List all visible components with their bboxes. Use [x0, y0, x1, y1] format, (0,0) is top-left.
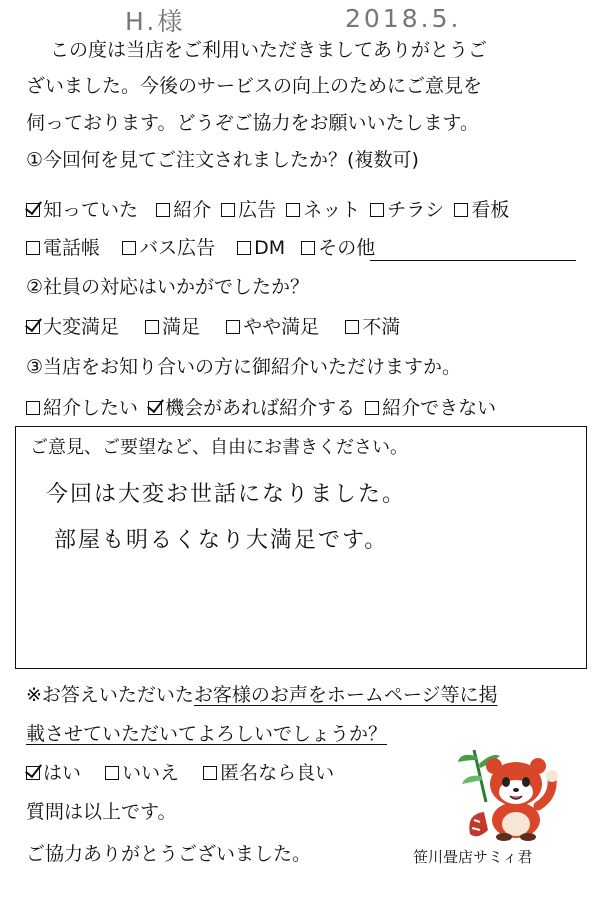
checkbox-checked-icon[interactable] — [26, 320, 40, 334]
question-1: ①今回何を見てご注文されましたか？(複数可) — [26, 149, 419, 171]
q3-options — [26, 396, 500, 421]
comment-box[interactable] — [15, 426, 587, 669]
q1-options-row-2 — [26, 236, 379, 261]
q1-option-sign[interactable]: 看板 — [454, 198, 509, 222]
question-2: ②社員の対応はいかがでしたか？ — [26, 276, 310, 298]
consent-line-1: ※お答えいただいたお客様のお声をホームページ等に掲 — [26, 684, 498, 706]
checkbox-icon[interactable] — [203, 766, 217, 780]
survey-date: 2018.5. — [345, 4, 462, 33]
intro-line-3: 伺っております。どうぞご協力をお願いいたします。 — [26, 112, 479, 134]
q1-option-net[interactable]: ネット — [286, 198, 360, 222]
intro-line-2: ざいました。今後のサービスの向上のためにご意見を — [26, 75, 483, 97]
checkbox-checked-icon[interactable] — [26, 203, 40, 217]
closing-line-2: ご協力ありがとうございました。 — [26, 843, 312, 865]
checkbox-icon[interactable] — [301, 241, 315, 255]
shop-signature: 笹川畳店サミィ君 — [413, 848, 533, 866]
q1-option-known[interactable]: 知っていた — [26, 198, 138, 222]
q1-option-dm[interactable]: DM — [237, 236, 285, 260]
consent-options — [26, 761, 338, 786]
q3-option-want[interactable]: 紹介したい — [26, 396, 138, 420]
checkbox-icon[interactable] — [156, 203, 170, 217]
red-panda-mascot-icon — [456, 742, 566, 842]
q2-options — [26, 315, 404, 340]
checkbox-icon[interactable] — [145, 320, 159, 334]
q2-option-very-satisfied[interactable]: 大変満足 — [26, 315, 119, 339]
consent-option-anonymous[interactable]: 匿名なら良い — [203, 761, 334, 785]
checkbox-icon[interactable] — [345, 320, 359, 334]
question-3: ③当店をお知り合いの方に御紹介いただけますか。 — [26, 356, 462, 378]
checkbox-icon[interactable] — [221, 203, 235, 217]
q1-option-other[interactable]: その他 — [301, 236, 375, 260]
customer-name: H.様 — [125, 7, 186, 36]
checkbox-icon[interactable] — [286, 203, 300, 217]
intro-line-1: この度は当店をご利用いただきましてありがとうご — [50, 39, 488, 61]
q2-option-dissatisfied[interactable]: 不満 — [345, 315, 400, 339]
checkbox-icon[interactable] — [122, 241, 136, 255]
checkbox-icon[interactable] — [237, 241, 251, 255]
checkbox-checked-icon[interactable] — [26, 766, 40, 780]
checkbox-checked-icon[interactable] — [148, 401, 162, 415]
closing-line-1: 質問は以上です。 — [26, 801, 177, 823]
q1-option-flyer[interactable]: チラシ — [370, 198, 444, 222]
q3-option-if-chance[interactable]: 機会があれば紹介する — [148, 396, 355, 420]
q1-option-bus-ad[interactable]: バス広告 — [122, 236, 215, 260]
q1-option-ad[interactable]: 広告 — [221, 198, 276, 222]
checkbox-icon[interactable] — [105, 766, 119, 780]
checkbox-icon[interactable] — [226, 320, 240, 334]
q1-option-referral[interactable]: 紹介 — [156, 198, 211, 222]
q1-options-row-1 — [26, 198, 513, 223]
consent-option-yes[interactable]: はい — [26, 761, 81, 785]
checkbox-icon[interactable] — [365, 401, 379, 415]
comment-prompt: ご意見、ご要望など、自由にお書きください。 — [30, 437, 408, 458]
checkbox-icon[interactable] — [26, 241, 40, 255]
checkbox-icon[interactable] — [26, 401, 40, 415]
consent-option-no[interactable]: いいえ — [105, 761, 179, 785]
other-underline — [370, 260, 576, 261]
checkbox-icon[interactable] — [370, 203, 384, 217]
q1-option-phonebook[interactable]: 電話帳 — [26, 236, 100, 260]
q2-option-satisfied[interactable]: 満足 — [145, 315, 200, 339]
handwritten-comment-1: 今回は大変お世話になりました。 — [46, 482, 407, 507]
consent-line-2: 載させていただいてよろしいでしょうか？ — [26, 723, 388, 745]
q3-option-cannot[interactable]: 紹介できない — [365, 396, 496, 420]
q2-option-somewhat[interactable]: やや満足 — [226, 315, 319, 339]
handwritten-comment-2: 部屋も明るくなり大満足です。 — [54, 528, 389, 553]
checkbox-icon[interactable] — [454, 203, 468, 217]
